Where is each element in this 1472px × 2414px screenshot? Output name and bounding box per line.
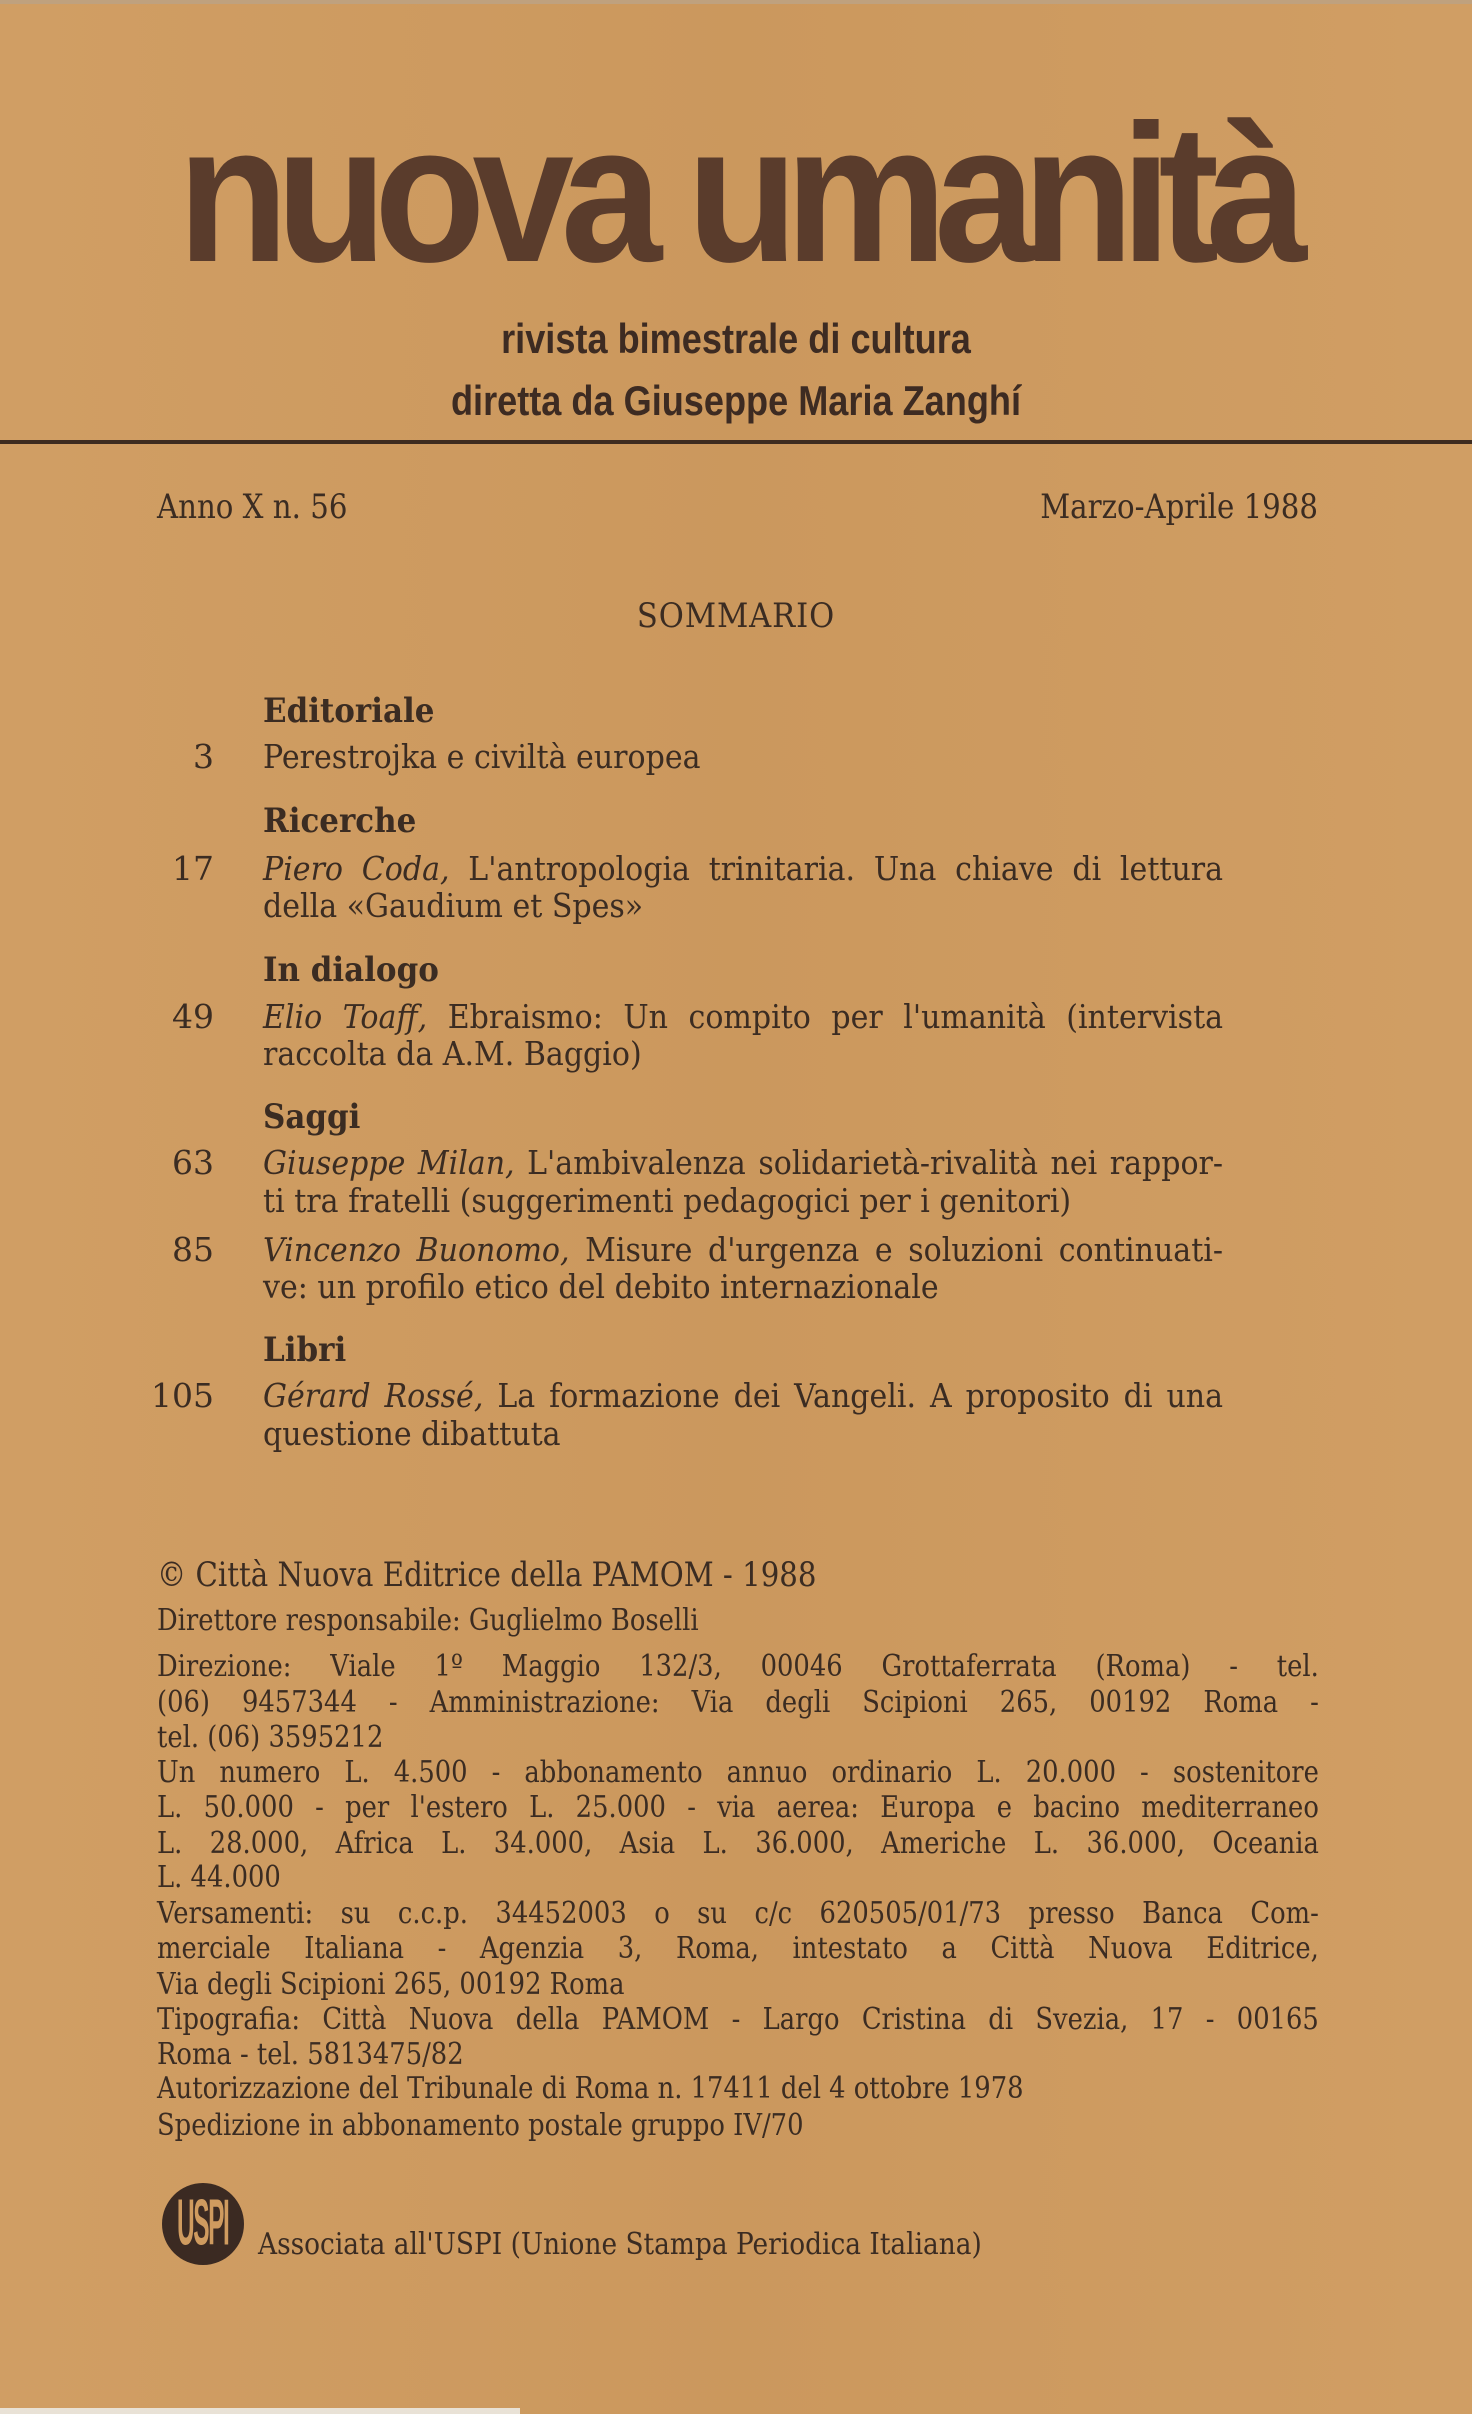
payment-line: Versamenti: su c.c.p. 34452003 o su c/c 620505/01/73 presso Banca Com- <box>157 1896 1319 1931</box>
toc-entry[interactable] <box>263 1230 1224 1269</box>
toc-entry-continuation[interactable]: questione dibattuta <box>263 1414 561 1453</box>
address-line: (06) 9457344 - Amministrazione: Via degli Scipioni 265, 00192 Roma - <box>157 1685 1319 1720</box>
toc-entry-author: Elio Toaff, <box>263 997 428 1036</box>
contents-title: SOMMARIO <box>636 596 836 636</box>
address-line: tel. (06) 3595212 <box>157 1720 384 1755</box>
toc-entry[interactable] <box>263 1143 1224 1182</box>
prices-line: L. 44.000 <box>157 1860 281 1895</box>
toc-entry[interactable] <box>263 997 1224 1036</box>
uspi-logo-icon <box>162 2183 244 2265</box>
magazine-subtitle: rivista bimestrale di cultura <box>501 315 971 362</box>
page-number: 63 <box>172 1143 214 1182</box>
section-heading: Editoriale <box>263 691 435 731</box>
printer-line: Tipografia: Città Nuova della PAMOM - Largo Cristina di Svezia, 17 - 00165 <box>157 2002 1319 2037</box>
prices-line: L. 28.000, Africa L. 34.000, Asia L. 36.000, Americhe L. 36.000, Oceania <box>157 1826 1319 1861</box>
payment-line: Via degli Scipioni 265, 00192 Roma <box>157 1967 625 2002</box>
director-line: Direttore responsabile: Guglielmo Boselli <box>157 1603 699 1638</box>
toc-entry-continuation[interactable]: della «Gaudium et Spes» <box>263 886 644 925</box>
issue-volume: Anno X n. 56 <box>157 487 348 527</box>
page-bottom-edge <box>0 2408 520 2414</box>
magazine-title: nuova umanità <box>177 84 1295 303</box>
page-top-edge <box>0 0 1472 4</box>
toc-entry-title: Ebraismo: Un compito per l'umanità (intervista <box>427 997 1224 1036</box>
page-number: 17 <box>172 849 214 888</box>
toc-entry-continuation[interactable]: ti tra fratelli (suggerimenti pedagogici per i genitori) <box>263 1181 1072 1220</box>
toc-entry-title: L'ambivalenza solidarietà-rivalità nei rappor- <box>514 1143 1224 1182</box>
shipping-line: Spedizione in abbonamento postale gruppo IV/70 <box>157 2108 804 2143</box>
uspi-membership-caption: Associata all'USPI (Unione Stampa Periodica Italiana) <box>258 2227 982 2262</box>
toc-entry-author: Gérard Rossé, <box>263 1376 484 1415</box>
authorization-line: Autorizzazione del Tribunale di Roma n. 17411 del 4 ottobre 1978 <box>157 2071 1024 2106</box>
magazine-editor: diretta da Giuseppe Maria Zanghí <box>450 377 1021 424</box>
section-heading: Ricerche <box>263 801 417 841</box>
toc-entry-author: Piero Coda, <box>263 849 450 888</box>
uspi-logo-text: USPI <box>177 2186 229 2260</box>
page-number: 3 <box>193 737 214 776</box>
toc-entry-title: Misure d'urgenza e soluzioni continuati- <box>569 1230 1224 1269</box>
toc-entry-continuation[interactable]: ve: un profilo etico del debito internazionale <box>263 1267 939 1306</box>
page-number: 85 <box>172 1230 214 1269</box>
toc-entry[interactable] <box>263 849 1224 888</box>
page-number: 105 <box>151 1376 214 1415</box>
toc-entry-author: Vincenzo Buonomo, <box>263 1230 570 1269</box>
section-heading: Saggi <box>263 1097 361 1137</box>
issue-date: Marzo-Aprile 1988 <box>1040 487 1318 527</box>
toc-entry-title: La formazione dei Vangeli. A proposito di una <box>483 1376 1224 1415</box>
toc-entry-title[interactable]: Perestrojka e civiltà europea <box>263 737 701 776</box>
prices-line: L. 50.000 - per l'estero L. 25.000 - via aerea: Europa e bacino mediterraneo <box>157 1790 1319 1825</box>
section-heading: Libri <box>263 1330 347 1370</box>
printer-line: Roma - tel. 5813475/82 <box>157 2037 464 2072</box>
copyright-notice: © Città Nuova Editrice della PAMOM - 1988 <box>157 1555 817 1595</box>
payment-line: merciale Italiana - Agenzia 3, Roma, intestato a Città Nuova Editrice, <box>157 1931 1319 1966</box>
page-number: 49 <box>172 997 214 1036</box>
header-divider <box>0 440 1472 444</box>
toc-entry-title: L'antropologia trinitaria. Una chiave di lettura <box>449 849 1224 888</box>
prices-line: Un numero L. 4.500 - abbonamento annuo ordinario L. 20.000 - sostenitore <box>157 1755 1319 1790</box>
section-heading: In dialogo <box>263 950 439 990</box>
toc-entry[interactable] <box>263 1376 1224 1415</box>
toc-entry-continuation[interactable]: raccolta da A.M. Baggio) <box>263 1034 642 1073</box>
toc-entry-author: Giuseppe Milan, <box>263 1143 515 1182</box>
address-line: Direzione: Viale 1º Maggio 132/3, 00046 Grottaferrata (Roma) - tel. <box>157 1649 1319 1684</box>
